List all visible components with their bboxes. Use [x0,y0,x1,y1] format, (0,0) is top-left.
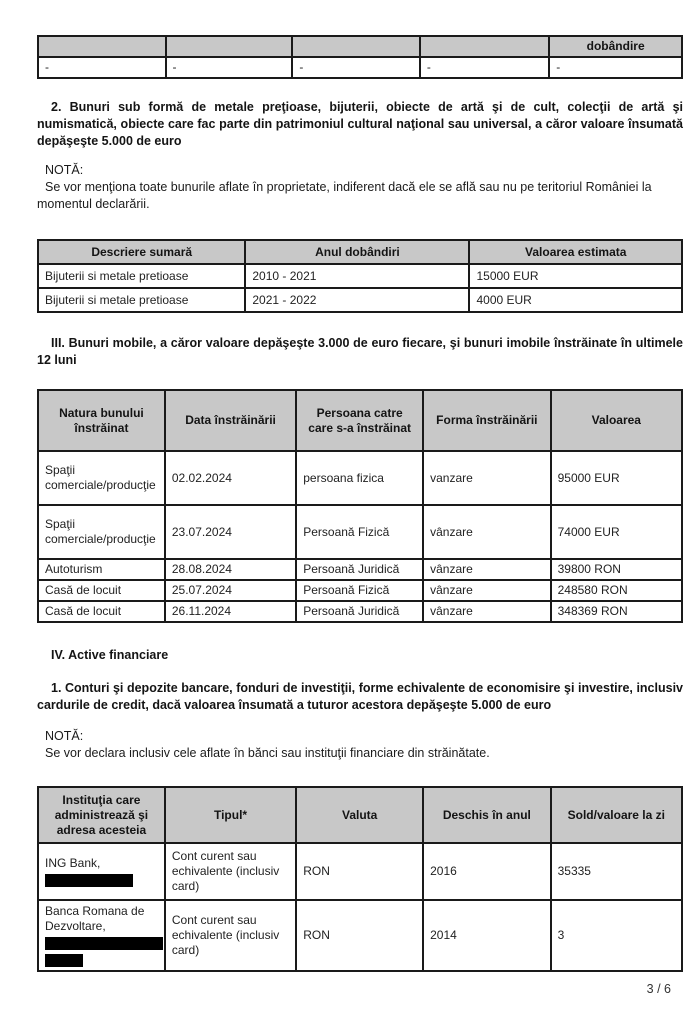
cell-year: 2016 [423,843,551,900]
header-data: Data înstrăinării [165,390,296,451]
cell-valoare: 15000 EUR [469,264,682,288]
table-row [38,601,682,622]
cell: - [292,57,420,78]
table-row [38,505,682,559]
header-cell [166,36,293,57]
cell-natura: Casă de locuit [38,580,165,601]
cell-anul: 2021 - 2022 [245,288,469,312]
institution-name: ING Bank, [45,856,101,870]
cell-data: 02.02.2024 [165,451,296,505]
cell-persoana: persoana fizica [296,451,423,505]
cell-natura: Casă de locuit [38,601,165,622]
bank-accounts-table [37,786,683,972]
cell-balance: 3 [551,900,682,971]
cell-year: 2014 [423,900,551,971]
header-persoana: Persoana catre care s-a înstrăinat [296,390,423,451]
table-row [38,580,682,601]
header-tipul: Tipul* [165,787,296,843]
header-sold: Sold/valoare la zi [551,787,682,843]
header-valoarea: Valoarea [551,390,682,451]
cell-forma: vânzare [423,559,551,580]
section-4-item-1: 1. Conturi şi depozite bancare, fonduri de investiţii, forme echivalente de economisire şi investire, inclusiv cardurile de credit, dacă valoarea însumată a tuturor acestora depăşeşte 5.000 de euro [37,681,683,712]
header-descriere: Descriere sumară [38,240,245,264]
header-cell [38,36,166,57]
cell-forma: vânzare [423,505,551,559]
header-valuta: Valuta [296,787,423,843]
cell-data: 28.08.2024 [165,559,296,580]
cell: - [38,57,166,78]
cell-type: Cont curent sau echivalente (inclusiv card) [165,900,296,971]
cell-data: 25.07.2024 [165,580,296,601]
cell-balance: 35335 [551,843,682,900]
carryover-table [37,35,683,79]
cell-data: 23.07.2024 [165,505,296,559]
cell-descriere: Bijuterii si metale pretioase [38,264,245,288]
table-row [38,57,682,78]
cell-persoana: Persoană Juridică [296,559,423,580]
cell-natura: Autoturism [38,559,165,580]
cell-forma: vânzare [423,580,551,601]
cell-valoarea: 39800 RON [551,559,682,580]
section-4-title: IV. Active financiare [51,648,169,662]
header-natura: Natura bunului înstrăinat [38,390,165,451]
section-3-title: III. Bunuri mobile, a căror valoare depăşeşte 3.000 de euro fiecare, şi bunuri imobile înstrăinate în ultimele 12 luni [37,336,683,367]
nota-text: Se vor menţiona toate bunurile aflate în proprietate, indiferent dacă ele se află sau nu pe teritoriul României la momentul declarării. [37,180,652,211]
cell-persoana: Persoană Juridică [296,601,423,622]
table-row [38,264,682,288]
table-row [38,288,682,312]
nota-label: NOTĂ: [45,729,84,743]
nota-label: NOTĂ: [45,163,84,177]
table-row [38,843,682,900]
institution-name: Banca Romana de Dezvoltare, [45,904,145,933]
table-header-row [38,240,682,264]
cell-institution [38,900,165,971]
jewelry-table [37,239,683,313]
cell-valoarea: 74000 EUR [551,505,682,559]
cell-type: Cont curent sau echivalente (inclusiv card) [165,843,296,900]
cell-currency: RON [296,900,423,971]
header-institutia: Instituţia care administrează şi adresa acesteia [38,787,165,843]
cell-persoana: Persoană Fizică [296,505,423,559]
table-row [38,559,682,580]
header-deschis: Deschis în anul [423,787,551,843]
header-anul-dobandiri: Anul dobândiri [245,240,469,264]
cell-natura: Spaţii comerciale/producţie [38,451,165,505]
table-row [38,900,682,971]
cell-valoarea: 348369 RON [551,601,682,622]
cell: - [420,57,549,78]
section-2-title: 2. Bunuri sub formă de metale preţioase, bijuterii, obiecte de artă şi de cult, colecţii de artă şi numismatică, obiecte care fac parte din patrimoniul cultural naţional sau universal, a căror valoare însumată depăşeşte 5.000 de euro [37,100,683,148]
redacted-bar [45,937,163,950]
redacted-bar [45,954,83,967]
cell-anul: 2010 - 2021 [245,264,469,288]
cell-forma: vânzare [423,601,551,622]
cell: - [166,57,293,78]
cell-persoana: Persoană Fizică [296,580,423,601]
cell-valoare: 4000 EUR [469,288,682,312]
table-header-row [38,390,682,451]
header-cell-dobandire: dobândire [549,36,682,57]
nota-text: Se vor declara inclusiv cele aflate în bănci sau instituţii financiare din străinătate. [45,746,490,760]
cell-valoarea: 248580 RON [551,580,682,601]
cell-data: 26.11.2024 [165,601,296,622]
header-forma: Forma înstrăinării [423,390,551,451]
table-row [38,451,682,505]
table-header-row [38,36,682,57]
cell-institution [38,843,165,900]
cell-forma: vanzare [423,451,551,505]
header-cell [292,36,420,57]
alienated-goods-table [37,389,683,623]
cell-currency: RON [296,843,423,900]
header-cell [420,36,549,57]
cell-natura: Spaţii comerciale/producţie [38,505,165,559]
table-header-row [38,787,682,843]
cell: - [549,57,682,78]
header-valoarea-estimata: Valoarea estimata [469,240,682,264]
cell-descriere: Bijuterii si metale pretioase [38,288,245,312]
redacted-bar [45,874,133,887]
cell-valoarea: 95000 EUR [551,451,682,505]
page-number: 3 / 6 [646,982,671,996]
